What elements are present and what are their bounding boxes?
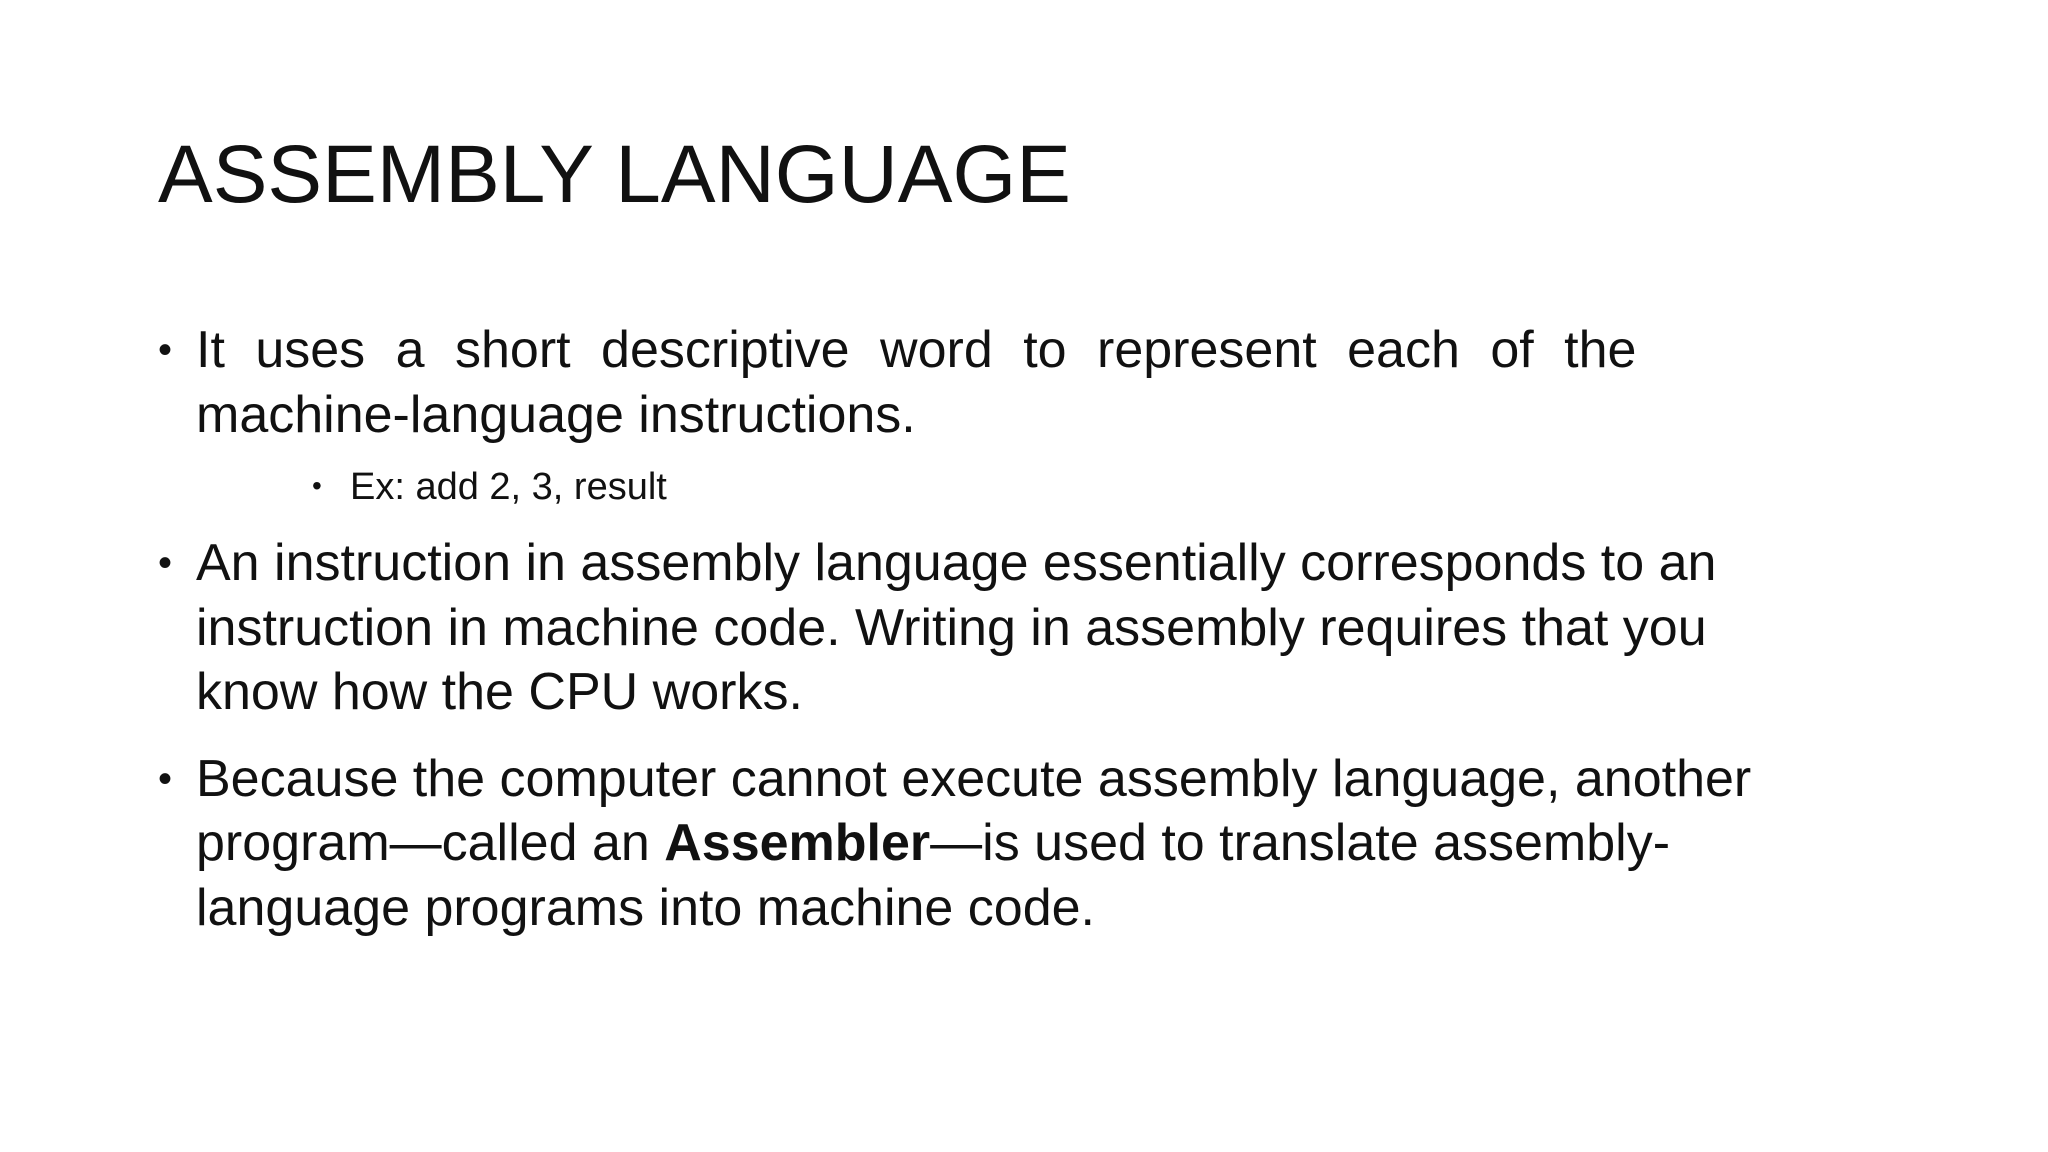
bullet-text-line: language programs into machine code. — [196, 878, 1096, 937]
bullet-item — [158, 747, 1918, 941]
bullet-text-segment: program—called an — [196, 814, 665, 872]
slide-title: ASSEMBLY LANGUAGE — [158, 129, 1071, 220]
sub-bullet-dot-icon: • — [312, 470, 322, 501]
bullet-dot-icon: • — [158, 328, 173, 372]
bullet-text-line: know how the CPU works. — [196, 663, 803, 721]
slide-body — [158, 318, 1918, 962]
bullet-item — [158, 531, 1918, 725]
bullet-text-line: It uses a short descriptive word to represent each of the — [196, 321, 1637, 379]
bullet-item — [158, 318, 1918, 447]
bullet-text-line: An instruction in assembly language essentially corresponds to an — [196, 534, 1717, 592]
sub-bullet-text: Ex: add 2, 3, result — [350, 466, 667, 508]
bullet-text-segment: —is used to translate assembly- — [930, 814, 1671, 872]
sub-bullet-item — [312, 461, 1918, 513]
bullet-text-line: instruction in machine code. Writing in assembly requires that you — [196, 598, 1707, 657]
bullet-text-line: machine-language instructions. — [196, 385, 916, 444]
bullet-dot-icon: • — [158, 541, 173, 585]
bullet-text-line: Because the computer cannot execute assembly language, another — [196, 749, 1752, 808]
bullet-text-line — [196, 811, 1918, 876]
bullet-dot-icon: • — [158, 756, 173, 801]
assembler-term: Assembler — [664, 814, 931, 872]
